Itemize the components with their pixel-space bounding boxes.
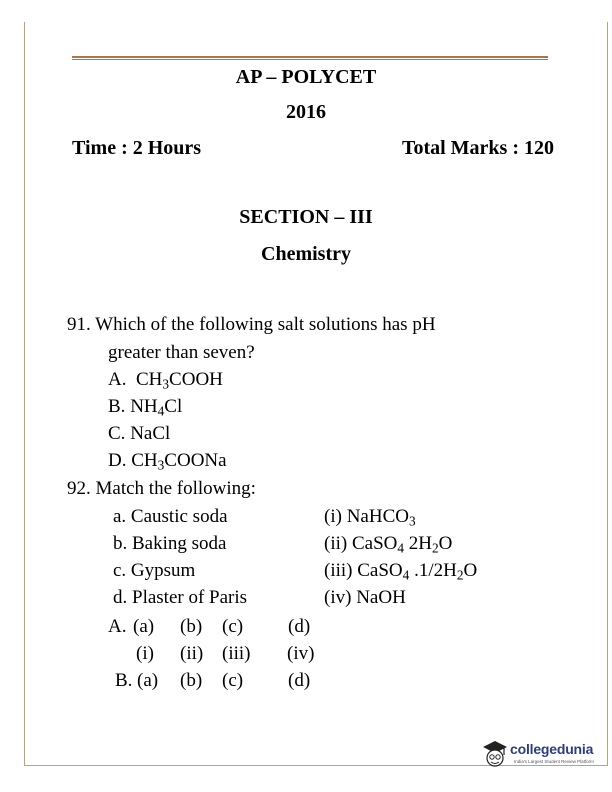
exam-year: 2016	[286, 101, 326, 123]
q92-a-letter-c: (c)	[222, 616, 244, 637]
match-right-iii: (iii) CaSO$_4$ $.1/2H_2O$	[324, 560, 478, 583]
option-text: NaCl	[130, 423, 171, 444]
q92-option-a-label[interactable]: A.	[108, 616, 127, 637]
q92-a-letter-d: (d)	[288, 616, 311, 637]
q92-b-letter-a: (a)	[137, 670, 159, 691]
q92-b-letter-b: (b)	[180, 670, 203, 691]
match-left-c: c. Gypsum	[113, 560, 196, 581]
question-number: 91.	[67, 314, 91, 335]
q92-a-roman-3: (iii)	[222, 643, 251, 664]
match-right-label: (iii)	[324, 560, 353, 581]
question-number: 92.	[67, 478, 91, 499]
q92-b-letter-c: (c)	[222, 670, 244, 691]
match-left-b: b. Baking soda	[113, 533, 227, 554]
option-label: B.	[108, 396, 126, 417]
q91-option-a[interactable]: A. $CH_3COOH$	[108, 369, 223, 392]
q91-option-b[interactable]: B. $NH_4Cl$	[108, 396, 183, 419]
question-text: Which of the following salt solutions has pH	[95, 314, 436, 335]
logo-tagline: India's Largest Student Review Platform	[514, 759, 594, 764]
exam-title: AP – POLYCET	[235, 66, 377, 88]
q92-option-b-label[interactable]: B.	[115, 670, 133, 691]
question-91-line1	[67, 314, 436, 336]
subject-title: Chemistry	[261, 243, 351, 265]
match-left-d: d. Plaster of Paris	[113, 587, 248, 608]
section-title: SECTION – III	[239, 206, 373, 228]
time-label: Time : 2 Hours	[72, 137, 202, 159]
match-right-label: (iv)	[324, 587, 352, 608]
match-right-text: NaOH	[356, 587, 406, 608]
q92-a-roman-2: (ii)	[180, 643, 204, 664]
match-right-ii: (ii) CaSO$_4$ $2H_2O$	[324, 533, 453, 556]
header-rule	[72, 56, 548, 60]
q91-option-c[interactable]	[108, 423, 170, 445]
q92-a-letter-b: (b)	[180, 616, 203, 637]
q92-a-roman-4: (iv)	[287, 643, 315, 664]
q92-a-roman-1: (i)	[136, 643, 154, 664]
q92-b-letter-d: (d)	[288, 670, 311, 691]
match-left-a: a. Caustic soda	[113, 506, 228, 527]
marks-label: Total Marks : 120	[401, 137, 554, 159]
page-border	[24, 22, 608, 766]
q92-a-letter-a: (a)	[133, 616, 155, 637]
collegedunia-logo[interactable]	[480, 738, 606, 772]
option-label: C.	[108, 423, 126, 444]
question-92-line1	[67, 478, 256, 500]
logo-name: collegedunia	[510, 741, 594, 757]
question-91-line2: greater than seven?	[108, 342, 255, 363]
match-right-i: (i) NaHCO$_3$	[324, 506, 416, 529]
match-right-label: (i)	[324, 506, 342, 527]
option-label: D.	[108, 450, 127, 471]
match-right-iv	[324, 587, 406, 609]
match-right-label: (ii)	[324, 533, 348, 554]
q91-option-d[interactable]: D. $CH_3COONa$	[108, 450, 227, 473]
question-text: Match the following:	[95, 478, 256, 499]
option-label: A.	[108, 369, 127, 390]
graduate-icon	[480, 738, 510, 772]
